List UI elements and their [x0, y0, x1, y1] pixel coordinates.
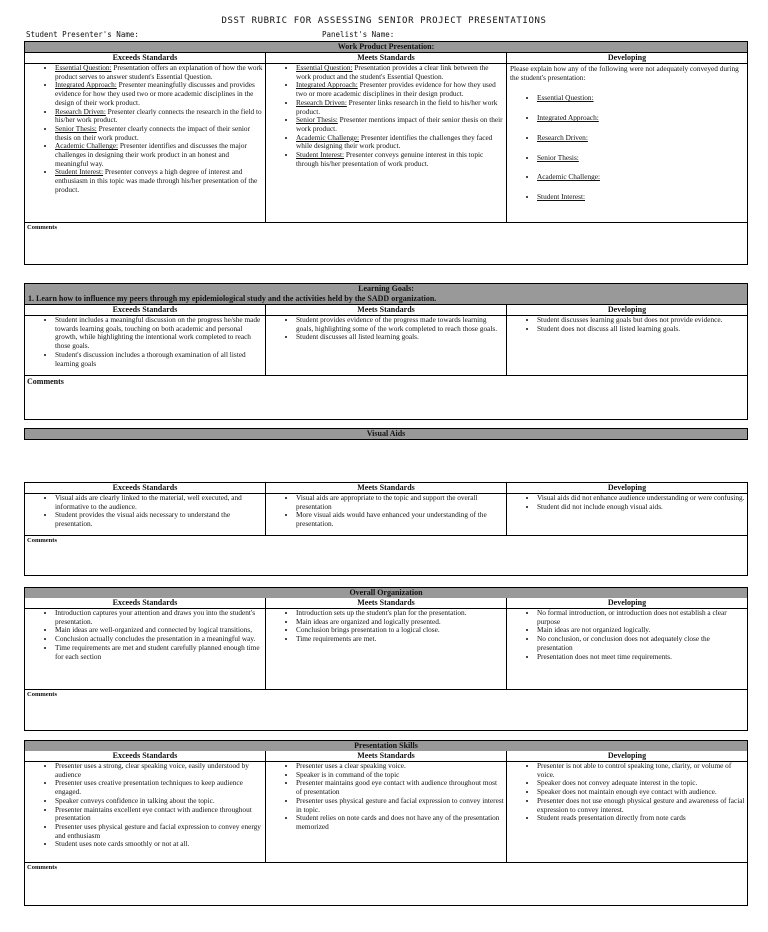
criterion-label: Academic Challenge: [55, 141, 119, 151]
criterion-item: • Conclusion brings presentation to a logical close. [296, 626, 504, 635]
criterion-item: • Presenter uses a clear speaking voice. [296, 762, 504, 771]
criterion-item: • Speaker does not maintain enough eye contact with audience. [537, 788, 745, 797]
criterion-text: Presenter clearly connects the impact of their senior thesis on their work product. [55, 123, 251, 142]
column-header: Exceeds Standards [25, 751, 265, 762]
criterion-label: Student Interest: [296, 150, 345, 160]
column-header: Meets Standards [266, 751, 506, 762]
panelist-name-label: Panelist's Name: [322, 30, 395, 39]
criteria-list [507, 316, 747, 335]
criterion-item: • Student provides evidence of the progress made towards learning goals, highlighting some of the work completed to reach those goals. [296, 316, 504, 333]
exceeds-column [25, 483, 266, 535]
section-visual-aids [24, 482, 748, 576]
section-title: Presentation Skills [25, 741, 747, 751]
meets-column [266, 53, 507, 222]
criterion-label: Research Driven: [55, 106, 106, 116]
criterion-item [55, 142, 263, 168]
criterion-text: Presenter identifies and discusses the major challenges in designing their work product in an honest and meaningful way. [55, 141, 247, 168]
criterion-label: Essential Question: [55, 63, 112, 72]
meets-column [266, 483, 507, 535]
meets-column [266, 305, 507, 375]
criteria-list [25, 609, 265, 663]
section-learning-goals [24, 283, 748, 420]
criterion-item: • Speaker does not convey adequate interest in the topic. [537, 779, 745, 788]
criterion-item: • Student Interest: [537, 193, 745, 202]
exceeds-column [25, 305, 266, 375]
criteria-list [507, 494, 747, 513]
criterion-item: • Conclusion actually concludes the presentation in a meaningful way. [55, 635, 263, 644]
criterion-item: • Presenter uses creative presentation techniques to keep audience engaged. [55, 779, 263, 796]
column-header: Developing [507, 483, 747, 494]
column-header: Meets Standards [266, 598, 506, 609]
criterion-text: Presenter provides evidence for how they used two or more academic disciplines in their design product. [296, 80, 496, 99]
criterion-item: • Student's discussion includes a thorough examination of all listed learning goals [55, 351, 263, 368]
criterion-item: • Main ideas are well-organized and connected by logical transitions, [55, 626, 263, 635]
criterion-item: • Main ideas are not organized logically. [537, 626, 745, 635]
criterion-item: • Essential Question: [537, 94, 745, 103]
criterion-item: • Time requirements are met. [296, 635, 504, 644]
criterion-item: • Academic Challenge: [537, 173, 745, 182]
criterion-item [55, 64, 263, 81]
column-header: Meets Standards [266, 53, 506, 64]
criterion-item: • Presenter is not able to control speaking tone, clarity, or volume of voice. [537, 762, 745, 779]
criterion-label: Senior Thesis: [296, 115, 338, 125]
criterion-item [55, 81, 263, 107]
column-header: Developing [507, 305, 747, 316]
column-header: Exceeds Standards [25, 598, 265, 609]
criterion-text: Presenter conveys genuine interest in this topic through his/her presentation of work product. [296, 150, 484, 168]
meets-column [266, 598, 507, 689]
name-row [26, 30, 746, 39]
criterion-label: Integrated Approach: [296, 80, 358, 90]
criterion-text: Presenter identifies the challenges they faced while designing their work product. [296, 132, 493, 151]
criterion-item: • No formal introduction, or introduction does not establish a clear purpose [537, 609, 745, 626]
criterion-item [296, 134, 504, 151]
criteria-list [25, 64, 265, 197]
comments-box[interactable]: Comments [27, 537, 57, 544]
exceeds-column [25, 751, 266, 862]
criterion-text: Presentation offers an explanation of how the work product serves to answer student's Essential Question. [55, 63, 263, 81]
comments-box[interactable]: Comments [27, 691, 57, 698]
criterion-item: • Speaker conveys confidence in talking about the topic. [55, 797, 263, 806]
criterion-item: • Student relies on note cards and does not have any of the presentation memorized [296, 814, 504, 831]
section-work-product [24, 41, 748, 265]
criterion-label: Research Driven: [296, 97, 347, 107]
criterion-label: Senior Thesis: [55, 123, 97, 133]
criterion-item: • Student includes a meaningful discussion on the progress he/she made towards learning goals, touching on both academic and personal growth, while highlighting the intentional work completed to reach those goals. [55, 316, 263, 351]
column-header: Developing [507, 53, 747, 64]
section-overall-organization [24, 587, 748, 731]
criterion-item: • Presenter uses physical gesture and facial expression to convey energy and enthusiasm [55, 823, 263, 840]
criterion-item: • Main ideas are organized and logically presented. [296, 618, 504, 627]
criterion-item: • Student did not include enough visual aids. [537, 503, 745, 512]
column-header: Meets Standards [266, 483, 506, 494]
criterion-item: • Student uses note cards smoothly or not at all. [55, 840, 263, 849]
criterion-item: • Student does not discuss all listed learning goals. [537, 325, 745, 334]
criterion-item: • Introduction captures your attention and draws you into the student's presentation. [55, 609, 263, 626]
criterion-text: Presenter mentions impact of their senior thesis on their work product. [296, 115, 503, 133]
comments-box[interactable]: Comments [27, 224, 57, 231]
criterion-item: • Introduction sets up the student's plan for the presentation. [296, 609, 504, 618]
criterion-item: • Visual aids are appropriate to the topic and support the overall presentation [296, 494, 504, 511]
column-header: Meets Standards [266, 305, 506, 316]
criterion-item: • Presenter does not use enough physical gesture and awareness of facial expression to convey interest. [537, 797, 745, 814]
exceeds-column [25, 53, 266, 222]
section-title: Work Product Presentation: [25, 42, 747, 53]
criterion-item: • Research Driven: [537, 134, 745, 143]
criterion-label: Integrated Approach: [55, 80, 117, 90]
criterion-item: • Student reads presentation directly from note cards [537, 814, 745, 823]
criterion-item: • Senior Thesis: [537, 154, 745, 163]
criteria-list [266, 316, 506, 344]
criterion-label: Essential Question: [296, 63, 353, 72]
section-presentation-skills [24, 740, 748, 906]
exceeds-column [25, 598, 266, 689]
meets-column [266, 751, 507, 862]
developing-column [507, 483, 747, 535]
column-header: Exceeds Standards [25, 305, 265, 316]
criterion-item [55, 168, 263, 194]
column-header: Exceeds Standards [25, 53, 265, 64]
criterion-item [55, 125, 263, 142]
criterion-item: • Student discusses all listed learning goals. [296, 333, 504, 342]
criterion-item: • Speaker is in command of the topic [296, 771, 504, 780]
criteria-list [266, 609, 506, 646]
criterion-text: Presenter meaningfully discusses and provides evidence for how they used two or more academic disciplines in the design of their work product. [55, 80, 255, 107]
developing-intro: Please explain how any of the following were not adequately conveyed during the student's presentation: [510, 64, 739, 82]
criterion-text: Presenter conveys a high degree of interest and enthusiasm in this topic was made through his/her presentation of the product. [55, 167, 258, 194]
criterion-item: • Presentation does not meet time requirements. [537, 653, 745, 662]
developing-column [507, 751, 747, 862]
rubric-title: DSST RUBRIC FOR ASSESSING SENIOR PROJECT PRESENTATIONS [221, 16, 547, 26]
criterion-item: • Student discusses learning goals but does not provide evidence. [537, 316, 745, 325]
criterion-item [296, 151, 504, 168]
criterion-item [296, 64, 504, 81]
criterion-item: • Student provides the visual aids necessary to understand the presentation. [55, 511, 263, 528]
criterion-label: Academic Challenge: [296, 132, 360, 142]
criterion-text: Presenter links research in the field to his/her work product. [296, 97, 498, 116]
criterion-item: • Presenter uses a strong, clear speaking voice, easily understood by audience [55, 762, 263, 779]
developing-column [507, 305, 747, 375]
criteria-list [25, 316, 265, 370]
criterion-item: • Presenter maintains excellent eye contact with audience throughout presentation [55, 806, 263, 823]
section-visual-aids-title [24, 428, 748, 440]
criteria-list [266, 762, 506, 834]
developing-column [507, 53, 747, 222]
criterion-item: • Visual aids did not enhance audience understanding or were confusing. [537, 494, 745, 503]
criterion-label: Student Interest: [55, 167, 104, 177]
section-title: Learning Goals: [25, 284, 747, 294]
criterion-item [55, 108, 263, 125]
criterion-item: • Presenter maintains good eye contact with audience throughout most of presentation [296, 779, 504, 796]
developing-column [507, 598, 747, 689]
criterion-text: Presentation provides a clear link between the work product and the student's Essential Question. [296, 63, 489, 81]
criterion-item [296, 81, 504, 98]
learning-goal-text: 1. Learn how to influence my peers through my epidemiological study and the activities held by the SADD organization. [25, 294, 747, 305]
section-title: Overall Organization [25, 588, 747, 598]
comments-box[interactable]: Comments [27, 864, 57, 871]
student-name-label: Student Presenter's Name: [26, 30, 139, 39]
criteria-list [507, 609, 747, 663]
criteria-list [507, 94, 747, 203]
criterion-item: • More visual aids would have enhanced your understanding of the presentation. [296, 511, 504, 528]
column-header: Developing [507, 598, 747, 609]
criterion-item [296, 116, 504, 133]
criteria-list [266, 64, 506, 170]
criterion-text: Presenter clearly connects the research in the field to his/her work product. [55, 106, 262, 125]
comments-box[interactable]: Comments [27, 377, 64, 386]
criteria-list [266, 494, 506, 531]
criteria-list [507, 762, 747, 825]
criterion-item [296, 99, 504, 116]
criterion-item: • Presenter uses physical gesture and facial expression to convey interest in topic. [296, 797, 504, 814]
criteria-list [25, 762, 265, 851]
column-header: Exceeds Standards [25, 483, 265, 494]
column-header: Developing [507, 751, 747, 762]
criterion-item: • Integrated Approach: [537, 114, 745, 123]
criterion-item: • No conclusion, or conclusion does not adequately close the presentation [537, 635, 745, 652]
section-title: Visual Aids [25, 429, 747, 439]
criterion-item: • Visual aids are clearly linked to the material, well executed, and informative to the audience. [55, 494, 263, 511]
criterion-item: • Time requirements are met and student carefully planned enough time for each section [55, 644, 263, 661]
criteria-list [25, 494, 265, 531]
